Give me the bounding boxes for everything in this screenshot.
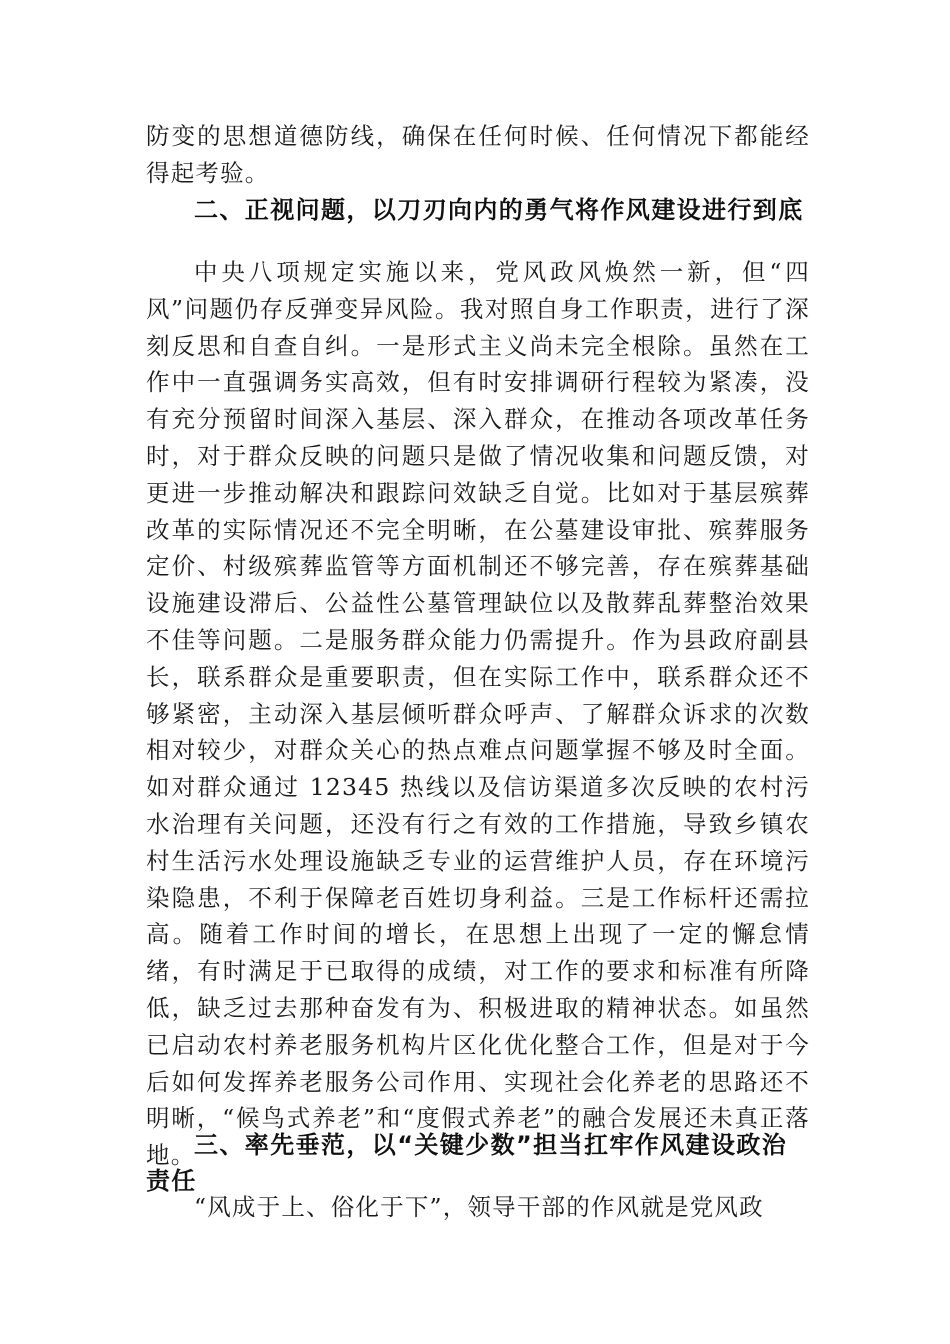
section-heading-3: 三、率先垂范，以“关键少数”担当扛牢作风建设政治责任	[146, 1131, 788, 1195]
section-heading-2: 二、正视问题，以刀刃向内的勇气将作风建设进行到底	[194, 196, 804, 224]
paragraph-continuation: 防变的思想道德防线，确保在任何时候、任何情况下都能经得起考验。	[146, 122, 810, 187]
paragraph-section-3: “风成于上、俗化于下”，领导干部的作风就是党风政	[194, 1193, 764, 1221]
paragraph-section-2: 中央八项规定实施以来，党风政风焕然一新，但“四风”问题仍存反弹变异风险。我对照自身工作职责，进行了深刻反思和自查自纠。一是形式主义尚未完全根除。虽然在工作中一直强调务实高效，但有时安排调研行程较为紧凑，没有充分预留时间深入基层、深入群众，在推动各项改革任务时，对于群众反映的问题只是做了情况收集和问题反馈，对更进一步推动解决和跟踪问效缺乏自觉。比如对于基层殡葬改革的实际情况还不完全明晰，在公墓建设审批、殡葬服务定价、村级殡葬监管等方面机制还不够完善，存在殡葬基础设施建设滞后、公益性公墓管理缺位以及散葬乱葬整治效果不佳等问题。二是服务群众能力仍需提升。作为县政府副县长，联系群众是重要职责，但在实际工作中，联系群众还不够紧密，主动深入基层倾听群众呼声、了解群众诉求的次数相对较少，对群众关心的热点难点问题掌握不够及时全面。如对群众通过 12345 热线以及信访渠道多次反映的农村污水治理有关问题，还没有行之有效的工作措施，导致乡镇农村生活污水处理设施缺乏专业的运营维护人员，存在环境污染隐患，不利于保障老百姓切身利益。三是工作标杆还需拉高。随着工作时间的增长，在思想上出现了一定的懈怠情绪，有时满足于已取得的成绩，对工作的要求和标准有所降低，缺乏过去那种奋发有为、积极进取的精神状态。如虽然已启动农村养老服务机构片区化优化整合工作，但是对于今后如何发挥养老服务公司作用、实现社会化养老的思路还不明晰，“候鸟式养老”和“度假式养老”的融合发展还未真正落地。	[146, 258, 810, 1170]
